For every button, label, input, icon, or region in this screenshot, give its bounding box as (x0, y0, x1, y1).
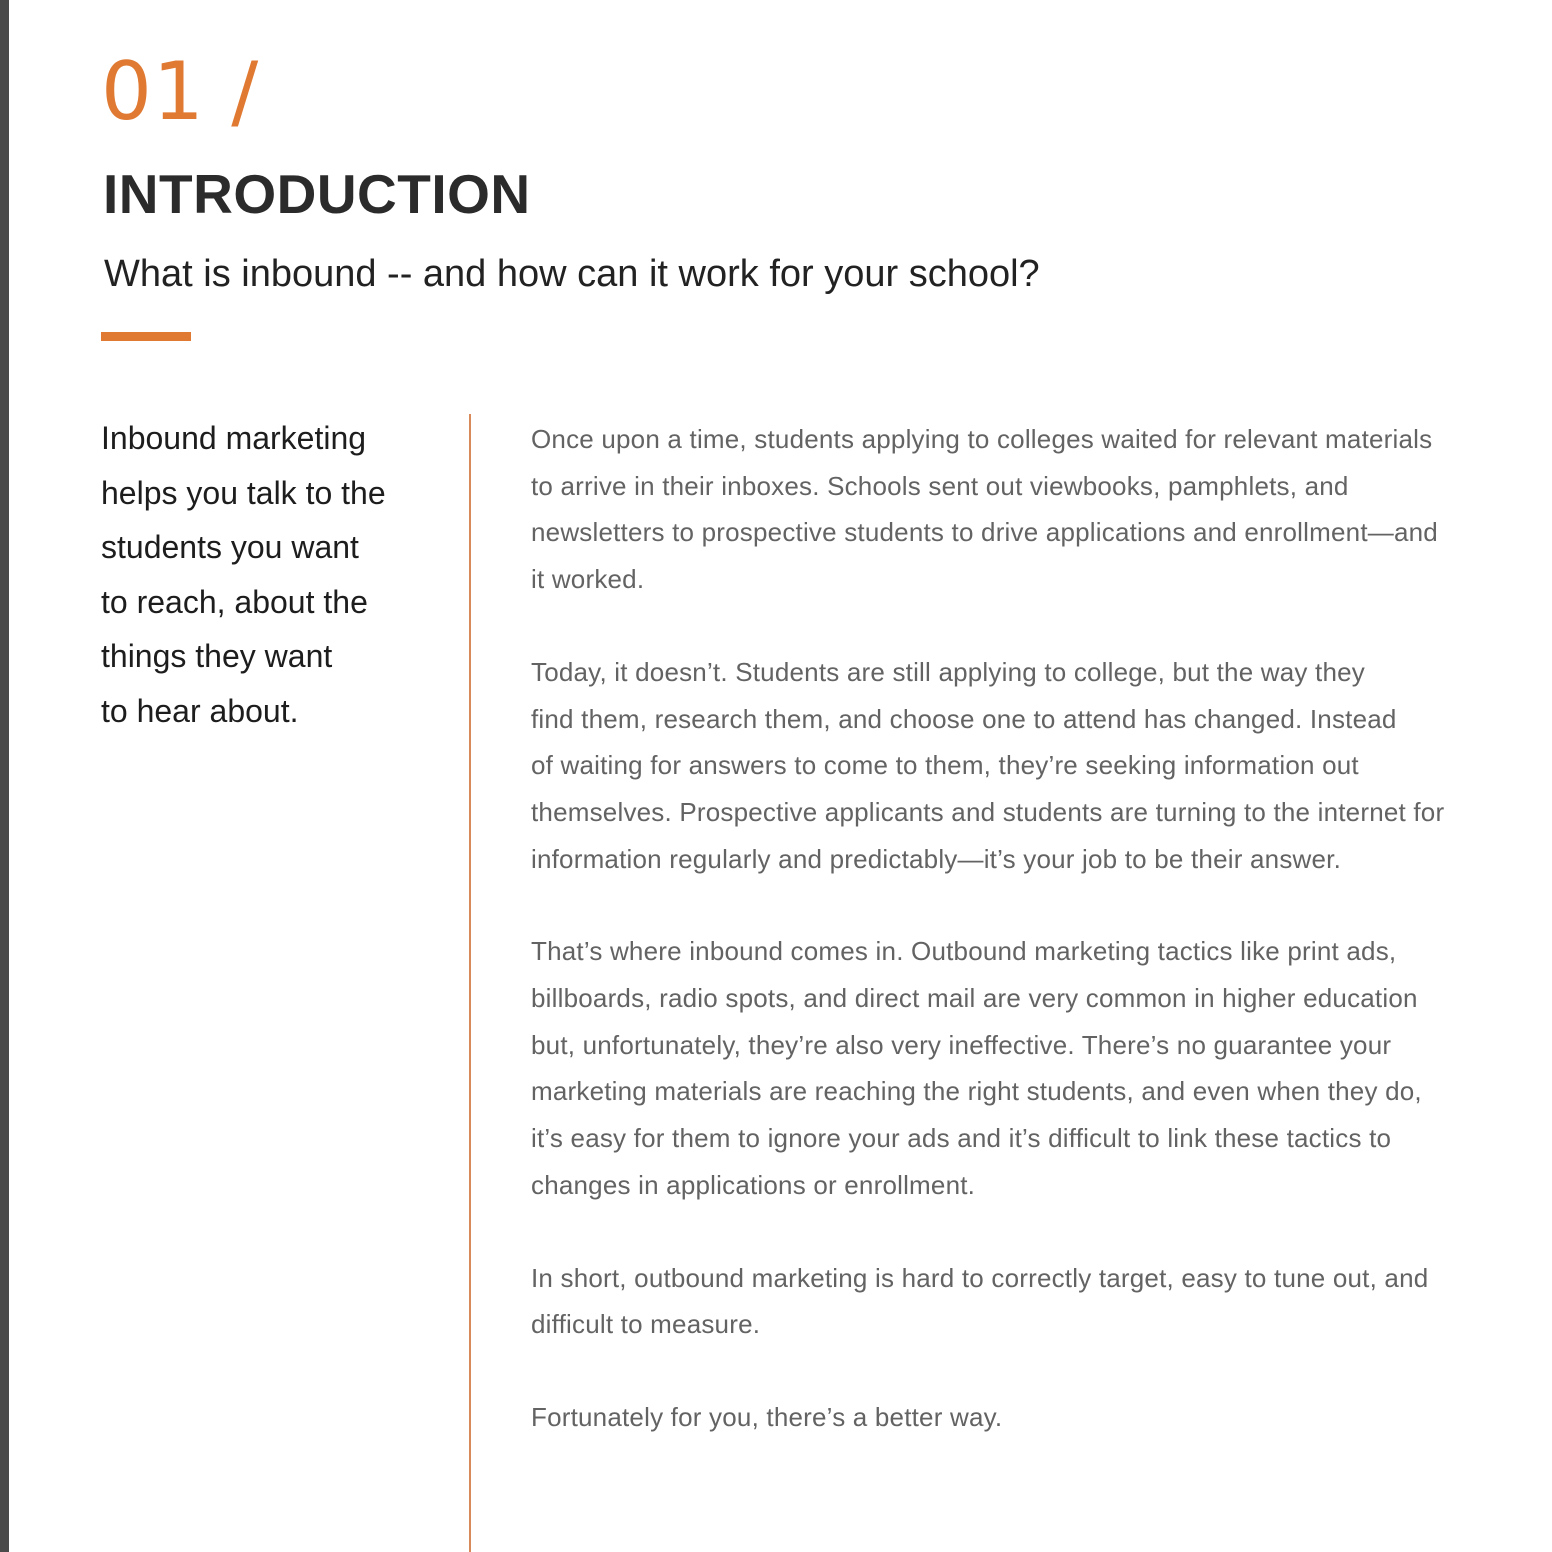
pull-quote (101, 411, 431, 738)
body-line: of waiting for answers to come to them, they’re seeking information out (531, 750, 1359, 781)
body-line: Today, it doesn’t. Students are still applying to college, but the way they (531, 656, 1365, 687)
body-line: but, unfortunately, they’re also very ineffective. There’s no guarantee your (531, 1029, 1392, 1060)
body-line: it’s easy for them to ignore your ads and it’s difficult to link these tactics to (531, 1123, 1392, 1154)
body-line: billboards, radio spots, and direct mail are very common in higher education (531, 983, 1418, 1014)
body-paragraph (531, 1394, 1531, 1441)
pull-quote-line: helps you talk to the (101, 474, 386, 511)
body-line: In short, outbound marketing is hard to correctly target, easy to tune out, and (531, 1262, 1429, 1293)
page-edge (0, 0, 9, 1552)
accent-rule (101, 332, 191, 341)
body-paragraph (531, 928, 1531, 1208)
body-line: information regularly and predictably—it’s your job to be their answer. (531, 843, 1342, 874)
pull-quote-line: Inbound marketing (101, 420, 367, 456)
pull-quote-line: things they want (101, 638, 333, 674)
body-line: changes in applications or enrollment. (531, 1169, 976, 1200)
body-line: themselves. Prospective applicants and students are turning to the internet for (531, 796, 1445, 827)
body-line: to arrive in their inboxes. Schools sent out viewbooks, pamphlets, and (531, 470, 1349, 501)
body-line: difficult to measure. (531, 1309, 761, 1340)
section-title: INTRODUCTION (103, 163, 531, 225)
body-line: That’s where inbound comes in. Outbound marketing tactics like print ads, (531, 936, 1397, 967)
section-number: 01 / (101, 45, 260, 138)
body-paragraph (531, 649, 1531, 883)
body-line: Once upon a time, students applying to colleges waited for relevant materials (531, 424, 1433, 454)
pull-quote-line: to hear about. (101, 692, 299, 729)
body-paragraph (531, 416, 1531, 603)
body-paragraph (531, 1255, 1531, 1348)
pull-quote-line: to reach, about the (101, 583, 368, 620)
body-line: marketing materials are reaching the right students, and even when they do, (531, 1076, 1422, 1107)
body-line: newsletters to prospective students to drive applications and enrollment—and (531, 517, 1438, 548)
column-divider (469, 414, 471, 1552)
body-line: it worked. (531, 564, 645, 595)
body-copy (531, 416, 1531, 1487)
pull-quote-line: students you want (101, 529, 359, 565)
body-line: Fortunately for you, there’s a better way. (531, 1401, 1003, 1432)
body-line: find them, research them, and choose one to attend has changed. Instead (531, 703, 1397, 734)
section-subtitle: What is inbound -- and how can it work for your school? (104, 253, 1040, 295)
